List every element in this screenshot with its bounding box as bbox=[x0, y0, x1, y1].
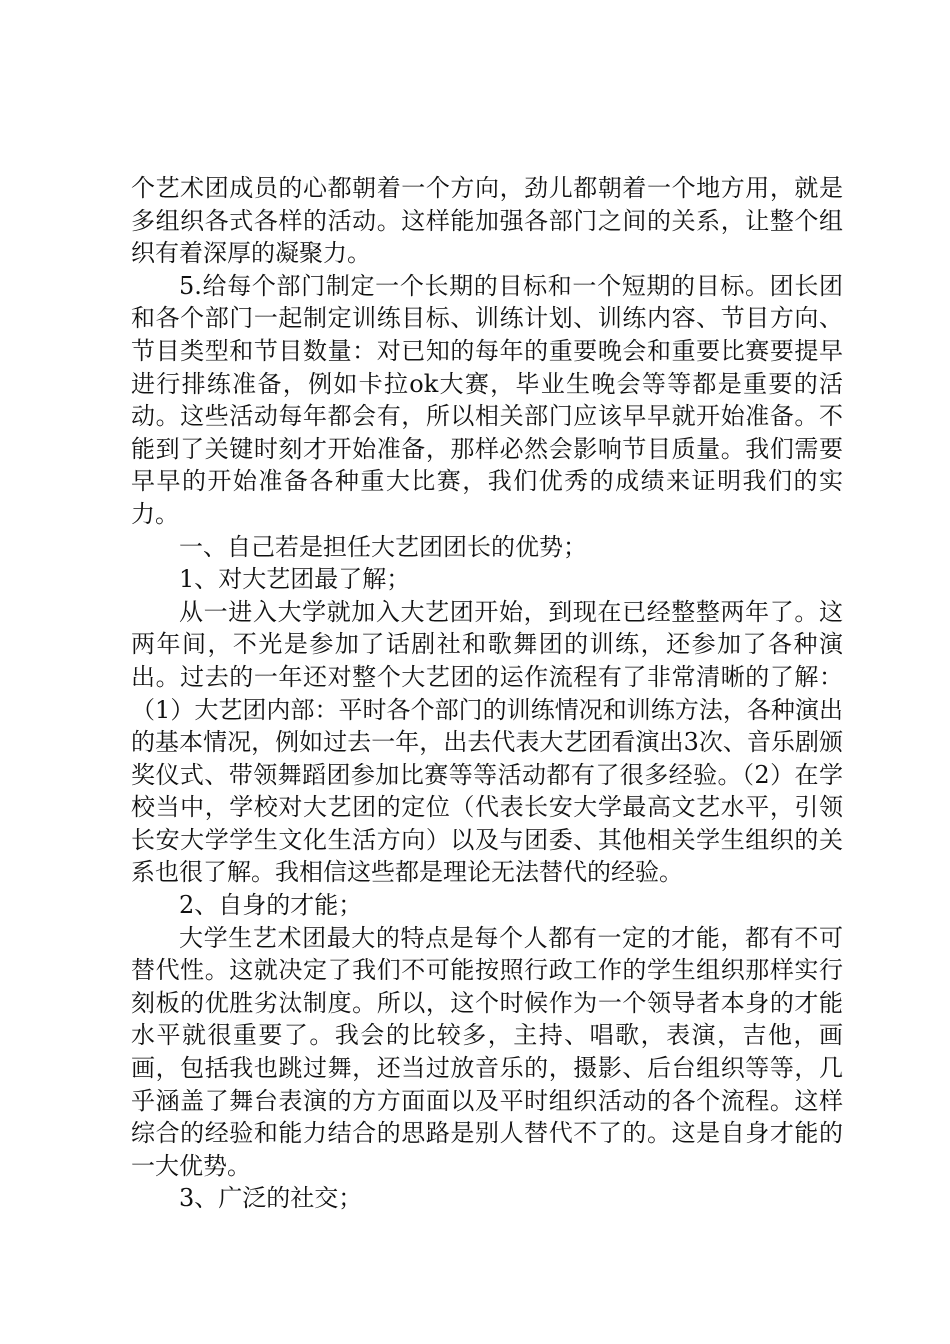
subheading-understanding: 1、对大艺团最了解； bbox=[179, 565, 411, 594]
subheading-social: 3、广泛的社交； bbox=[179, 1184, 363, 1213]
paragraph-experience: 从一进入大学就加入大艺团开始，到现在已经整整两年了。这两年间，不光是参加了话剧社和歌舞团的训练，还参加了各种演出。过去的一年还对整个大艺团的运作流程有了非常清晰的了解：（1）大艺团内部：平时各个部门的训练情况和训练方法，各种演出的基本情况，例如过去一年，出去代表大艺团看演出3次、音乐剧颁奖仪式、带领舞蹈团参加比赛等等活动都有了很多经验。（2）在学校当中，学校对大艺团的定位（代表长安大学最高文艺水平，引领长安大学学生文化生活方向）以及与团委、其他相关学生组织的关系也很了解。我相信这些都是理论无法替代的经验。 bbox=[131, 597, 843, 887]
paragraph-goals: 5.给每个部门制定一个长期的目标和一个短期的目标。团长团和各个部门一起制定训练目标、训练计划、训练内容、节目方向、节目类型和节目数量：对已知的每年的重要晚会和重要比赛要提早进行排练准备，例如卡拉ok大赛，毕业生晚会等等都是重要的活动。这些活动每年都会有，所以相关部门应该早早就开始准备。不能到了关键时刻才开始准备，那样必然会影响节目质量。我们需要早早的开始准备各种重大比赛，我们优秀的成绩来证明我们的实力。 bbox=[131, 271, 843, 528]
paragraph-continuation: 个艺术团成员的心都朝着一个方向，劲儿都朝着一个地方用，就是多组织各式各样的活动。这样能加强各部门之间的关系，让整个组织有着深厚的凝聚力。 bbox=[131, 174, 843, 268]
subheading-talents: 2、自身的才能； bbox=[179, 891, 363, 920]
section-heading-advantages: 一、自己若是担任大艺团团长的优势； bbox=[179, 532, 587, 561]
document-body bbox=[131, 172, 843, 1215]
paragraph-talents: 大学生艺术团最大的特点是每个人都有一定的才能，都有不可替代性。这就决定了我们不可能按照行政工作的学生组织那样实行刻板的优胜劣汰制度。所以，这个时候作为一个领导者本身的才能水平就很重要了。我会的比较多，主持、唱歌，表演，吉他，画画，包括我也跳过舞，还当过放音乐的，摄影、后台组织等等，几乎涵盖了舞台表演的方方面面以及平时组织活动的各个流程。这样综合的经验和能力结合的思路是别人替代不了的。这是自身才能的一大优势。 bbox=[131, 923, 843, 1180]
